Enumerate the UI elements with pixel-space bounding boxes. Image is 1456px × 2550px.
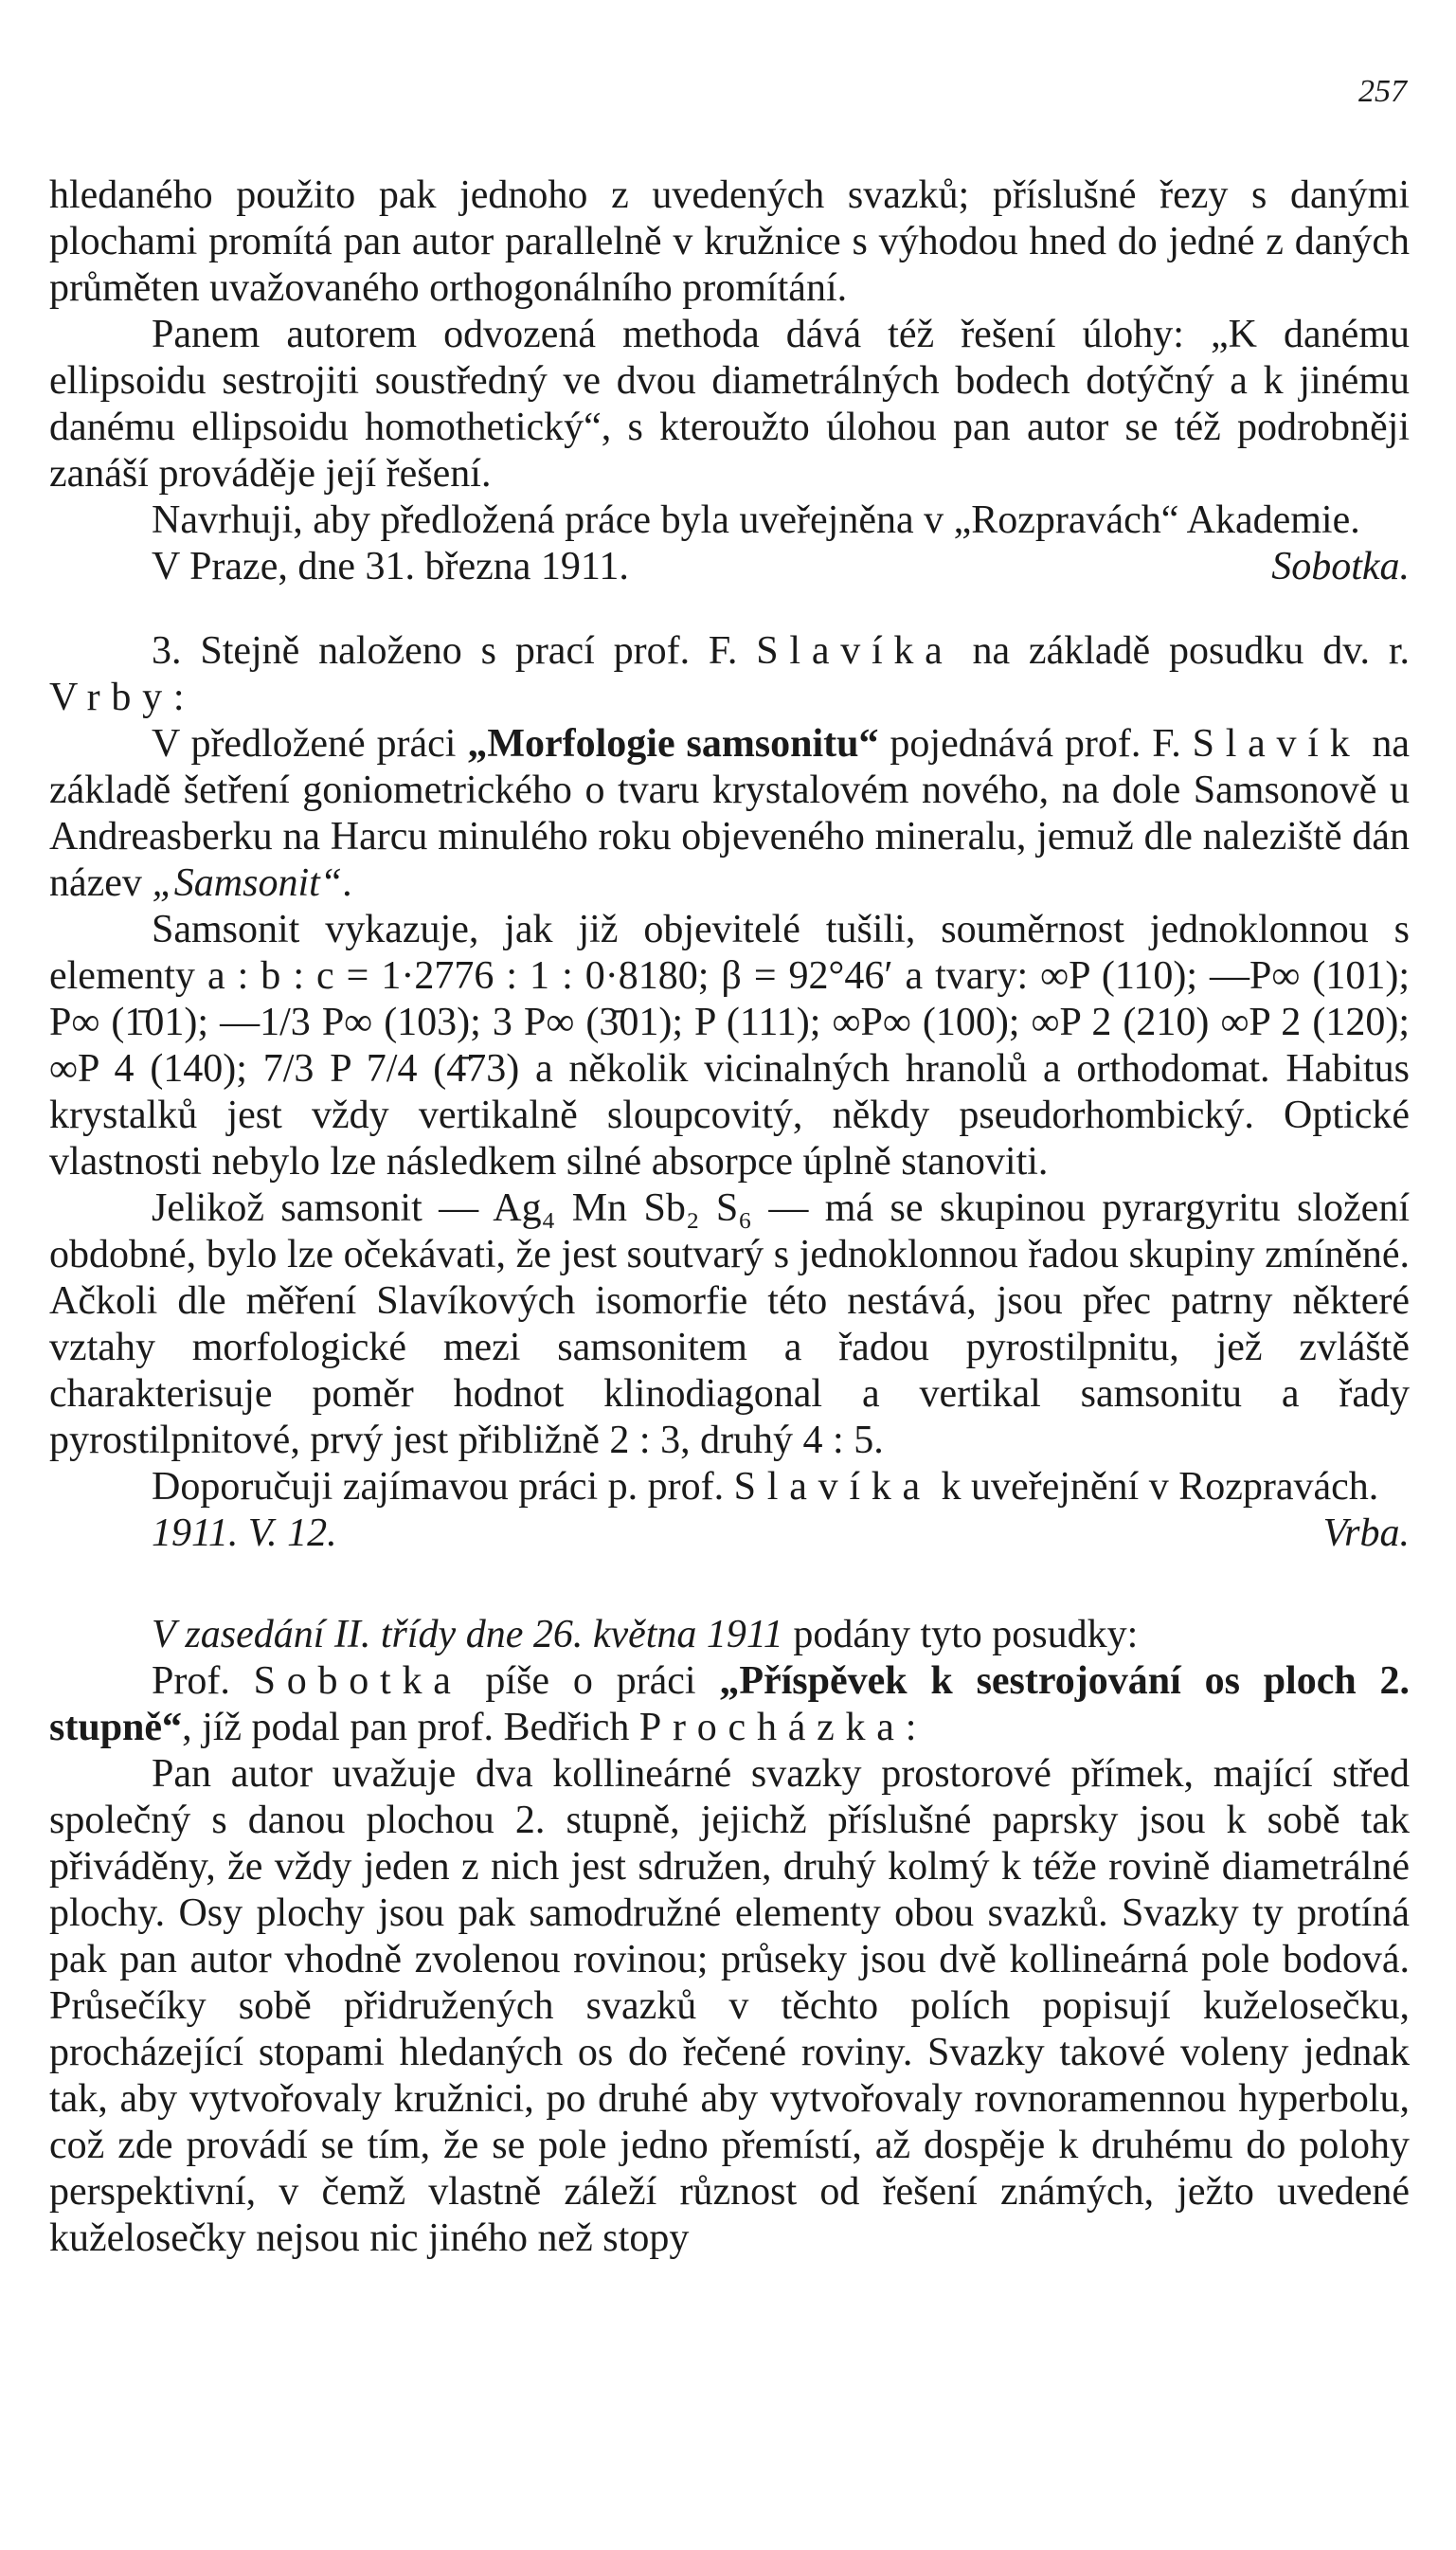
author-name: Slavík bbox=[1192, 722, 1361, 766]
page-body bbox=[49, 172, 1410, 2262]
date: V Praze, dne 31. března 1911. bbox=[152, 545, 629, 588]
paragraph: Samsonit vykazuje, jak již objevitelé tušili, souměrnost jednoklonnou s elementy a : b : c = 1·2776 : 1 : 0·8180; β = 92°46′ a tvary: ∞P (110); —P∞ (101); P∞ (1̄01); —1/3 P∞ (103); 3 P∞ (3̄01); P (111); ∞P∞ (100); ∞P 2 (210) ∞P 2 (120); ∞P 4 (140); 7/3 P 7/4 (4̄73) a několik vicinalných hranolů a orthodomat. Habitus krystalků jest vždy vertikalně sloupcovitý, někdy pseudorhombický. Optické vlastnosti nebylo lze následkem silné absorpce úplně stanoviti. bbox=[49, 908, 1410, 1184]
author-name: Procházka bbox=[638, 1706, 906, 1749]
paragraph: hledaného použito pak jednoho z uvedených svazků; příslušné řezy s danými plochami promítá pan autor parallelně v kružnice s výhodou hned do jedné z daných průměten uvažovaného orthogonálního promítání. bbox=[49, 173, 1410, 310]
date: 1911. V. 12. bbox=[152, 1511, 337, 1555]
paragraph: V předložené práci „Morfologie samsonitu“ pojednává prof. F. Slavík na základě šetření goniometrického o tvaru krystalovém nového, na dole Samsonově u Andreasberku na Harcu minulého roku objeveného mineralu, jemuž dle naleziště dán název „Samsonit“. bbox=[49, 722, 1411, 905]
signature: Vrba. bbox=[1322, 1511, 1410, 1555]
paragraph: Doporučuji zajímavou práci p. prof. Slavíka k uveřejnění v Rozpravách. bbox=[152, 1465, 1379, 1509]
paragraph: Panem autorem odvozená methoda dává též řešení úlohy: „K danému ellipsoidu sestrojiti soustředný ve dvou diametrálných bodech dotýčný a k jinému danému ellipsoidu homothetický“, s kteroužto úlohou pan autor se též podrobněji zanáší prováděje její řešení. bbox=[49, 313, 1410, 496]
page-number: 257 bbox=[1358, 74, 1407, 109]
author-name: Slavíka bbox=[733, 1465, 931, 1509]
paragraph: Navrhuji, aby předložená práce byla uveřejněna v „Rozpravách“ Akademie. bbox=[152, 498, 1360, 542]
reviewer-name: Vrby bbox=[49, 676, 173, 719]
signature: Sobotka. bbox=[1271, 545, 1410, 588]
work-title: „Morfologie samsonitu“ bbox=[467, 722, 879, 766]
signature-line bbox=[49, 544, 1410, 590]
section-heading: V zasedání II. třídy dne 26. května 1911 podány tyto posudky: bbox=[152, 1613, 1139, 1656]
paragraph: Jelikož samsonit — Ag₄ Mn Sb₂ S₆ — má se skupinou pyrargyritu složení obdobné, bylo lze očekávati, že jest soutvarý s jednoklonnou řadou skupiny zmíněné. Ačkoli dle měření Slavíkových isomorfie této nestává, jsou přec patrny některé vztahy morfologické mezi samsonitem a řadou pyrostilpnitu, jež zvláště charakterisuje poměr hodnot klinodiagonal a vertikal samsonitu a řady pyrostilpnitové, prvý jest přibližně 2 : 3, druhý 4 : 5. bbox=[49, 1186, 1410, 1462]
author-name: Slavíka bbox=[756, 629, 954, 673]
reviewer-name: Sobotka bbox=[253, 1659, 462, 1703]
paragraph: Pan autor uvažuje dva kollineárné svazky prostorové přímek, mající střed společný s danou plochou 2. stupně, jejichž příslušné paprsky jsou k sobě tak přiváděny, že vždy jeden z nich jest sdružen, druhý kolmý k téže rovině diametrálné plochy. Osy plochy jsou pak samodružné elementy obou svazků. Svazky ty protíná pak pan autor vhodně zvolenou rovinou; průseky jsou dvě kollineárná pole bodová. Průsečíky sobě přidružených svazků v těchto polích popisují kuželosečku, procházející stopami hledaných os do řečené roviny. Svazky takové voleny jednak tak, aby vytvořovaly kružnici, po druhé aby vytvořovaly rovnoramennou hyperbolu, což zde provádí se tím, že se pole jedno přemístí, až dospěje k druhému do polohy perspektivní, v čemž vlastně záleží různost od řešení známých, ježto uvedené kuželosečky nejsou nic jiného než stopy bbox=[49, 1752, 1410, 2260]
paragraph: Prof. Sobotka píše o práci „Příspěvek k sestrojování os ploch 2. stupně“, jíž podal pan prof. Bedřich Procházka: bbox=[49, 1659, 1410, 1749]
mineral-name: „Samsonit“ bbox=[152, 861, 343, 905]
signature-line bbox=[49, 1510, 1410, 1557]
work-title: „Příspěvek k sestrojování os ploch 2. stupně“ bbox=[49, 1659, 1410, 1749]
paragraph: 3. Stejně naloženo s prací prof. F. Slavíka na základě posudku dv. r. Vrby: bbox=[49, 629, 1411, 719]
item-number: 3. bbox=[152, 629, 182, 673]
